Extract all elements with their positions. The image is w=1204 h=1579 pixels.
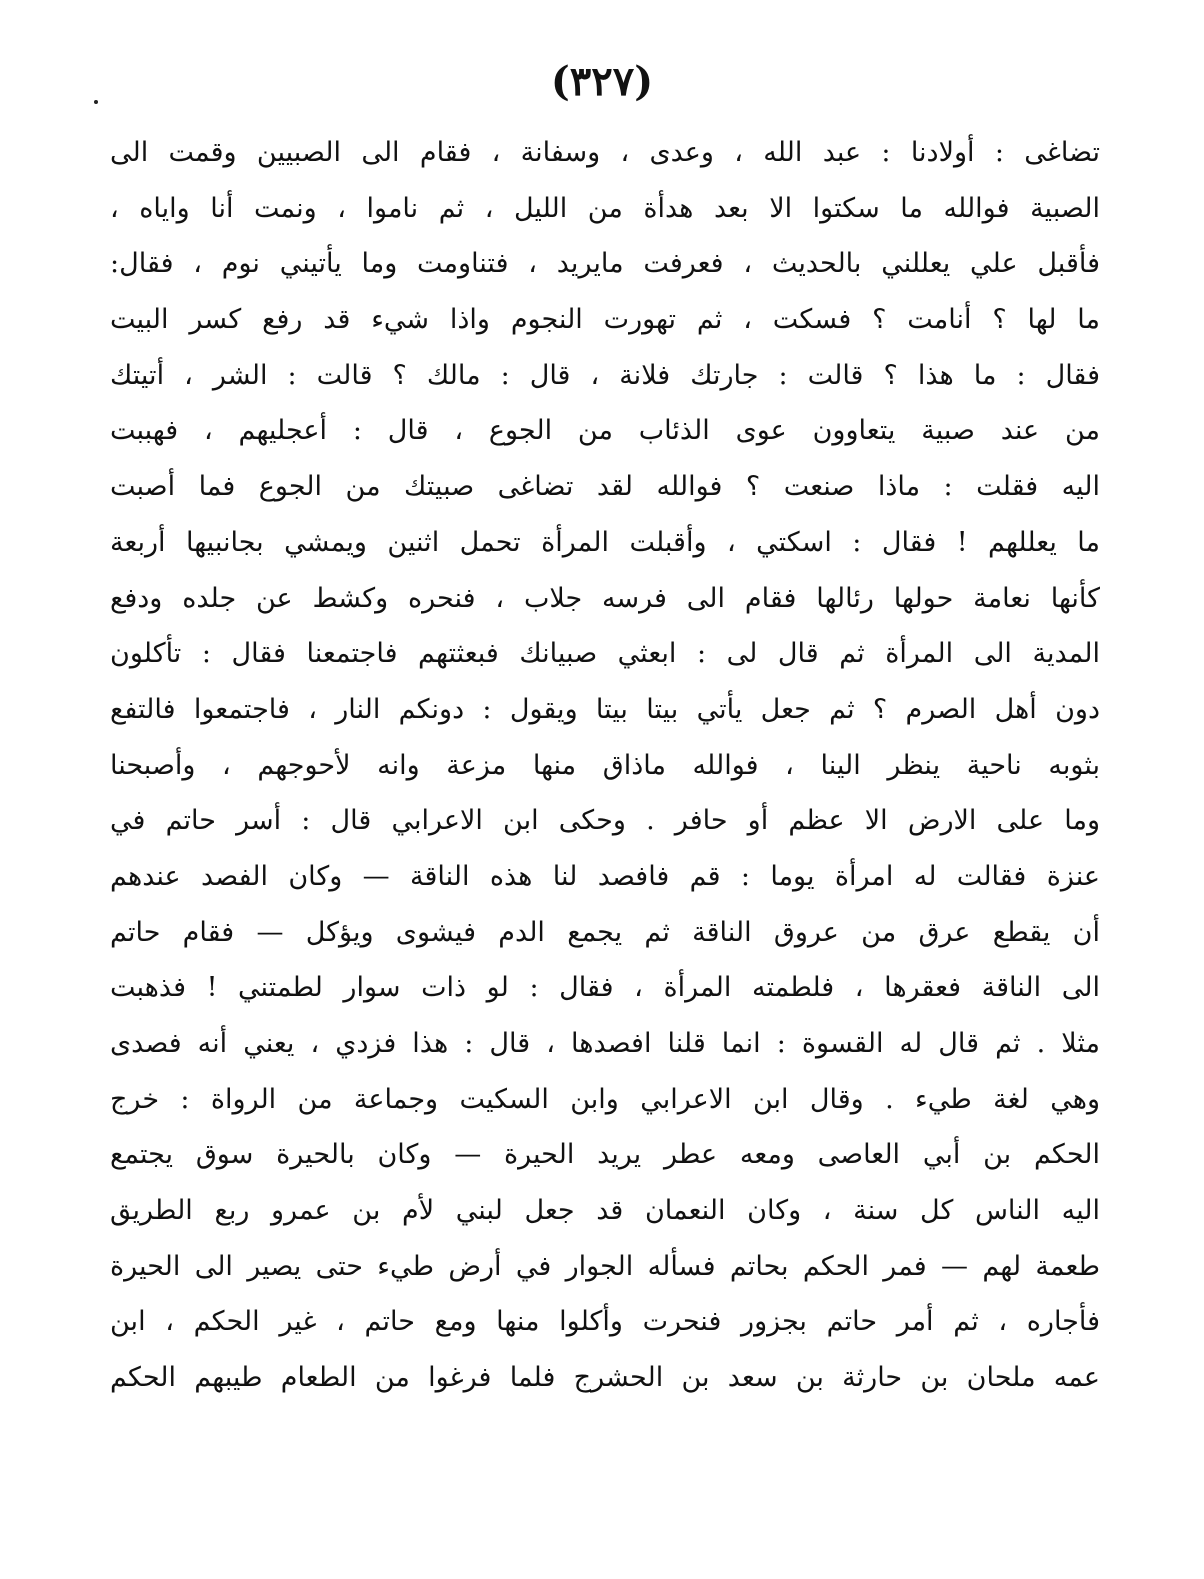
text-line: تضاغى : أولادنا : عبد الله ، وعدى ، وسفانة ، فقام الى الصبيين وقمت الى (110, 137, 1100, 168)
text-line: كأنها نعامة حولها رئالها فقام الى فرسه جلاب ، فنحره وكشط عن جلده ودفع (110, 582, 1100, 614)
text-line: عنزة فقالت له امرأة يوما : قم فافصد لنا هذه الناقة — وكان الفصد عندهم (110, 860, 1100, 892)
text-line: وهي لغة طيء . وقال ابن الاعرابي وابن السكيت وجماعة من الرواة : خرج (110, 1083, 1100, 1115)
text-line: الى الناقة فعقرها ، فلطمته المرأة ، فقال : لو ذات سوار لطمتني ! فذهبت (110, 972, 1100, 1004)
text-line: الصبية فوالله ما سكتوا الا بعد هدأة من الليل ، ثم ناموا ، ونمت أنا واياه ، (110, 192, 1100, 224)
text-line: فقال : ما هذا ؟ قالت : جارتك فلانة ، قال : مالك ؟ قالت : الشر ، أتيتك (110, 359, 1100, 391)
text-line: دون أهل الصرم ؟ ثم جعل يأتي بيتا بيتا ويقول : دونكم النار ، فاجتمعوا فالتفع (110, 693, 1100, 725)
text-line: مثلا . ثم قال له القسوة : انما قلنا افصدها ، قال : هذا فزدي ، يعني أنه فصدى (110, 1028, 1100, 1059)
text-line: المدية الى المرأة ثم قال لى : ابعثي صبيانك فبعثتهم فاجتمعنا فقال : تأكلون (110, 638, 1100, 670)
text-line: فأجاره ، ثم أمر حاتم بجزور فنحرت وأكلوا منها ومع حاتم ، غير الحكم ، ابن (110, 1306, 1100, 1338)
text-line: بثوبه ناحية ينظر الينا ، فوالله ماذاق منها مزعة وانه لأحوجهم ، وأصبحنا (110, 749, 1100, 781)
text-line: عمه ملحان بن حارثة بن سعد بن الحشرج فلما فرغوا من الطعام طيبهم الحكم (110, 1362, 1100, 1394)
text-line: ما لها ؟ أنامت ؟ فسكت ، ثم تهورت النجوم واذا شيء قد رفع كسر البيت (110, 304, 1100, 336)
text-line: من عند صبية يتعاوون عوى الذئاب من الجوع ، قال : أعجليهم ، فهببت (110, 415, 1100, 447)
text-line: ما يعللهم ! فقال : اسكتي ، وأقبلت المرأة تحمل اثنين ويمشي بجانبيها أربعة (110, 526, 1100, 558)
text-line: وما على الارض الا عظم أو حافر . وحكى ابن الاعرابي قال : أسر حاتم في (110, 805, 1100, 837)
text-line: الحكم بن أبي العاصى ومعه عطر يريد الحيرة — وكان بالحيرة سوق يجتمع (110, 1139, 1100, 1171)
text-line: أن يقطع عرق من عروق الناقة ثم يجمع الدم فيشوى ويؤكل — فقام حاتم (110, 916, 1100, 948)
page-number: (٣٢٧) (550, 58, 654, 105)
text-line: اليه الناس كل سنة ، وكان النعمان قد جعل لبني لأم بن عمرو ربع الطريق (110, 1195, 1100, 1227)
text-line: اليه فقلت : ماذا صنعت ؟ فوالله لقد تضاغى صبيتك من الجوع فما أصبت (110, 471, 1100, 503)
text-line: فأقبل علي يعللني بالحديث ، فعرفت مايريد ، فتناومت وما يأتيني نوم ، فقال: (110, 248, 1100, 280)
body-text (110, 125, 1100, 1406)
text-line: طعمة لهم — فمر الحكم بحاتم فسأله الجوار في أرض طيء حتى يصير الى الحيرة (110, 1250, 1100, 1282)
